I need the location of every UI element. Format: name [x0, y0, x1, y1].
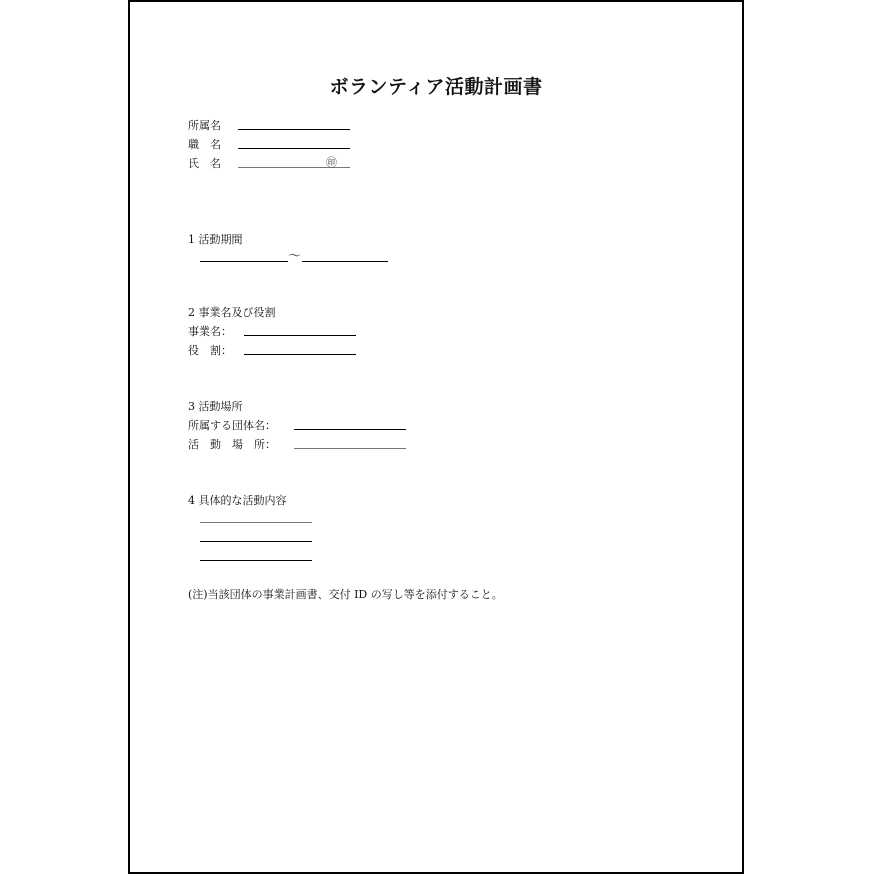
period-heading: 1 活動期間: [188, 233, 243, 246]
content-line-1[interactable]: [200, 522, 312, 523]
period-range-mark: ～: [288, 249, 302, 264]
organization-field[interactable]: [294, 429, 406, 430]
affiliation-field[interactable]: [238, 129, 350, 130]
name-label: 氏 名: [188, 157, 221, 170]
document-page: [128, 0, 744, 874]
project-name-label: 事業名：: [188, 325, 232, 338]
role-field[interactable]: [244, 354, 356, 355]
position-label: 職 名: [188, 138, 221, 151]
location-field[interactable]: [294, 448, 406, 449]
location-label: 活 動 場 所：: [188, 438, 276, 451]
project-name-field[interactable]: [244, 335, 356, 336]
project-heading: 2 事業名及び役割: [188, 306, 276, 319]
document-title: ボランティア活動計画書: [329, 76, 543, 98]
position-field[interactable]: [238, 148, 350, 149]
content-heading: 4 具体的な活動内容: [188, 494, 287, 507]
role-label: 役 割：: [188, 344, 232, 357]
content-line-2[interactable]: [200, 541, 312, 542]
period-end-field[interactable]: [302, 261, 388, 262]
seal-mark: ㊞: [326, 156, 337, 169]
affiliation-label: 所属名: [188, 119, 221, 132]
period-start-field[interactable]: [200, 261, 288, 262]
content-line-3[interactable]: [200, 560, 312, 561]
attachment-note: (注)当該団体の事業計画書、交付 ID の写し等を添付すること。: [188, 588, 503, 601]
organization-label: 所属する団体名：: [188, 419, 276, 432]
place-heading: 3 活動場所: [188, 400, 243, 413]
